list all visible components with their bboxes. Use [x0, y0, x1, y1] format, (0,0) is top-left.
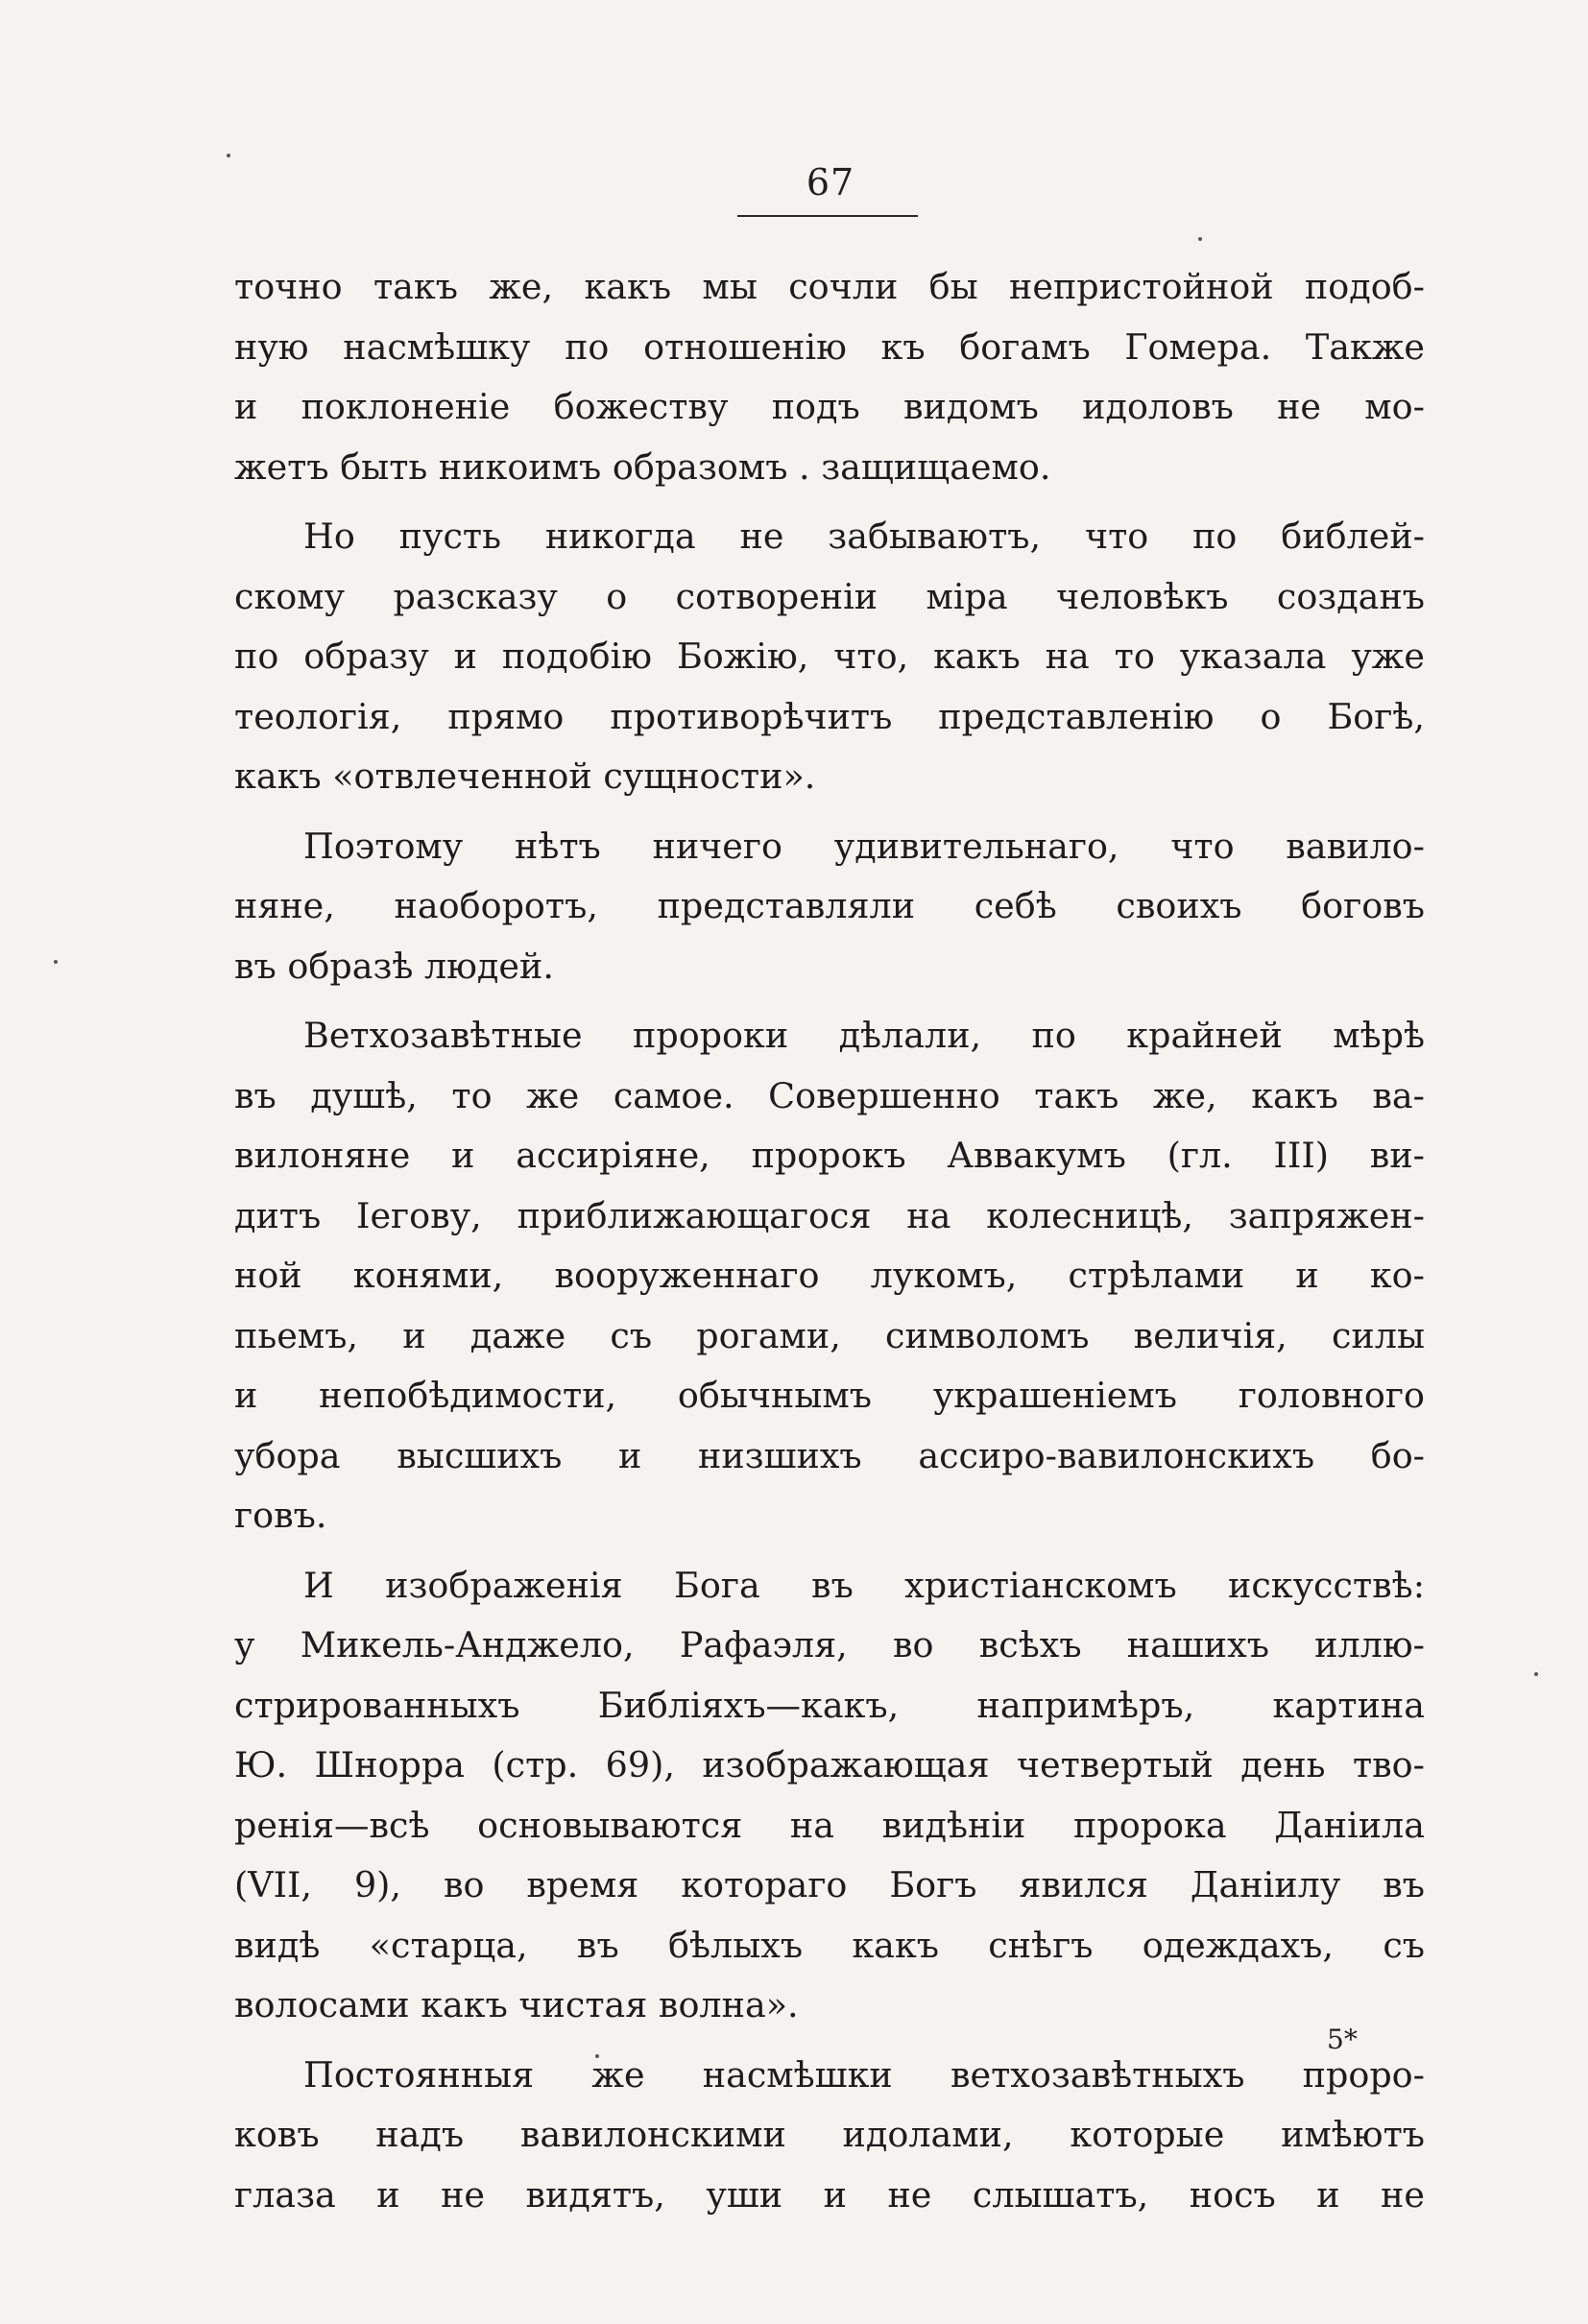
text-line: ренія—всѣ основываются на видѣніи пророка Даніила [234, 1804, 1425, 1846]
paper-speck [54, 960, 58, 964]
text-line: Ю. Шнорра (стр. 69), изображающая четвертый день тво- [234, 1744, 1425, 1785]
text-line: въ душѣ, то же самое. Совершенно такъ же, какъ ва- [234, 1074, 1425, 1116]
paper-speck [227, 154, 230, 157]
text-line: дитъ Іегову, приближающагося на колесницѣ, запряжен- [234, 1194, 1425, 1236]
text-line: Но пусть никогда не забываютъ, что по библей- [303, 515, 1425, 557]
text-line: у Микель-Анджело, Рафаэля, во всѣхъ нашихъ иллю- [234, 1624, 1425, 1665]
text-line: говъ. [234, 1495, 327, 1536]
text-line: (VII, 9), во время котораго Богъ явился Даніилу въ [234, 1864, 1425, 1905]
paragraph [234, 1006, 1425, 1546]
text-line: Ветхозавѣтные пророки дѣлали, по крайней мѣрѣ [303, 1015, 1425, 1056]
text-line: глаза и не видятъ, уши и не слышатъ, носъ и не [234, 2173, 1425, 2216]
paper-speck [1534, 1672, 1538, 1676]
text-line: видѣ «старца, въ бѣлыхъ какъ снѣгъ одеждахъ, съ [234, 1924, 1425, 1966]
printer-signature-mark: 5* [1327, 2024, 1358, 2055]
text-line: ковъ надъ вавилонскими идолами, которые имѣютъ [234, 2114, 1425, 2155]
text-line: Поэтому нѣтъ ничего удивительнаго, что вавило- [303, 825, 1425, 867]
paper-speck [1198, 237, 1202, 241]
paragraph [234, 507, 1425, 807]
text-line: И изображенія Бога въ христіанскомъ искусствѣ: [303, 1564, 1425, 1606]
text-line: по образу и подобію Божію, что, какъ на то указала уже [234, 635, 1425, 677]
text-line: въ образѣ людей. [234, 945, 554, 987]
text-line: и непобѣдимости, обычнымъ украшеніемъ головного [234, 1375, 1425, 1416]
text-line: ную насмѣшку по отношенію къ богамъ Гомера. Также [234, 325, 1425, 368]
text-line: теологія, прямо противорѣчитъ представленію о Богѣ, [234, 695, 1425, 737]
paragraph [234, 817, 1425, 997]
page-number-rule [737, 215, 918, 217]
text-line: ной конями, вооруженнаго лукомъ, стрѣлами и ко- [234, 1255, 1425, 1296]
text-line: убора высшихъ и низшихъ ассиро-вавилонскихъ бо- [234, 1434, 1425, 1476]
body-text [234, 257, 1425, 2225]
text-line: и поклоненіе божеству подъ видомъ идоловъ не мо- [234, 386, 1425, 427]
paragraph [234, 1556, 1425, 2036]
paragraph [234, 257, 1425, 497]
text-line: няне, наоборотъ, представляли себѣ своихъ боговъ [234, 885, 1425, 926]
text-line: жетъ быть никоимъ образомъ . защищаемо. [234, 445, 1051, 488]
text-line: вилоняне и ассиріяне, пророкъ Аввакумъ (гл. III) ви- [234, 1135, 1425, 1176]
text-line: волосами какъ чистая волна». [234, 1984, 799, 2025]
text-line: пьемъ, и даже съ рогами, символомъ величія, силы [234, 1314, 1425, 1356]
paragraph [234, 2046, 1425, 2226]
text-line: Постоянныя же насмѣшки ветхозавѣтныхъ проро- [303, 2053, 1425, 2096]
text-line: точно такъ же, какъ мы сочли бы непристойной подоб- [234, 266, 1425, 307]
text-line: стрированныхъ Библіяхъ—какъ, напримѣръ, картина [234, 1684, 1425, 1726]
text-line: какъ «отвлеченной сущности». [234, 755, 816, 797]
page-number: 67 [806, 161, 855, 204]
text-line: скому разсказу о сотвореніи міра человѣкъ созданъ [234, 575, 1425, 617]
